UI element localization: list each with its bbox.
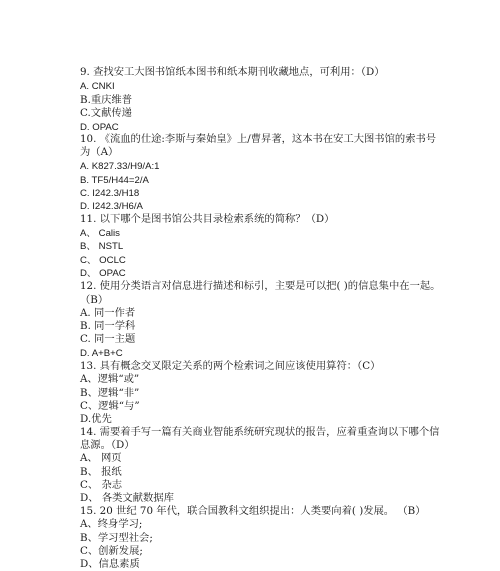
option-c: C、逻辑“与” bbox=[80, 400, 140, 412]
option-d: D、 OPAC bbox=[80, 268, 126, 279]
option-c: C、 杂志 bbox=[80, 479, 123, 491]
option-d: D. OPAC bbox=[80, 122, 119, 133]
option-d: D. A+B+C bbox=[80, 348, 123, 359]
option-a: A、逻辑“或” bbox=[80, 373, 140, 385]
option-b: B、 报纸 bbox=[80, 466, 122, 478]
option-d: D.优先 bbox=[80, 413, 112, 425]
option-a: A、 网页 bbox=[80, 452, 122, 464]
option-a: A. CNKI bbox=[80, 81, 115, 92]
option-d: D、信息素质 bbox=[80, 558, 140, 570]
question-12: 12. 使用分类语言对信息进行描述和标引，主要是可以把( )的信息集中在一起。 bbox=[80, 280, 441, 292]
option-b: B、 NSTL bbox=[80, 241, 124, 252]
option-a: A. 同一作者 bbox=[80, 307, 136, 319]
option-b: B.重庆维普 bbox=[80, 94, 133, 106]
option-c: C、 OCLC bbox=[80, 255, 126, 266]
question-14-cont: 息源。（D） bbox=[80, 439, 135, 451]
question-9: 9. 查找安工大图书馆纸本图书和纸本期刊收藏地点，可利用：（D） bbox=[80, 66, 385, 78]
question-14: 14. 需要着手写一篇有关商业智能系统研究现状的报告，应着重查询以下哪个信 bbox=[80, 426, 440, 438]
question-11: 11. 以下哪个是图书馆公共目录检索系统的简称？（D） bbox=[80, 213, 335, 225]
option-b: B、学习型社会; bbox=[80, 532, 153, 544]
question-10-cont: 为（A） bbox=[80, 146, 119, 158]
option-a: A、终身学习; bbox=[80, 518, 143, 530]
option-b: B. TF5/H44=2/A bbox=[80, 175, 149, 186]
option-a: A. K827.33/H9/A:1 bbox=[80, 161, 160, 172]
option-d: D. I242.3/H6/A bbox=[80, 201, 143, 212]
option-d: D、 各类文献数据库 bbox=[80, 492, 174, 504]
option-c: C. 同一主题 bbox=[80, 333, 136, 345]
question-10: 10. 《流血的仕途:李斯与秦始皇》上/曹昇著，这本书在安工大图书馆的索书号 bbox=[80, 133, 437, 145]
question-12-cont: （B） bbox=[80, 294, 109, 306]
question-13: 13. 具有概念交叉限定关系的两个检索词之间应该使用算符：（C） bbox=[80, 360, 381, 372]
option-c: C、创新发展; bbox=[80, 545, 143, 557]
question-15: 15. 20 世纪 70 年代，联合国教科文组织提出：人类要向着( )发展。 （B） bbox=[80, 505, 426, 517]
option-b: B. 同一学科 bbox=[80, 320, 136, 332]
option-c: C.文献传递 bbox=[80, 107, 132, 119]
option-c: C. I242.3/H18 bbox=[80, 188, 140, 199]
option-a: A、 Calis bbox=[80, 228, 120, 239]
option-b: B、逻辑“非” bbox=[80, 387, 140, 399]
